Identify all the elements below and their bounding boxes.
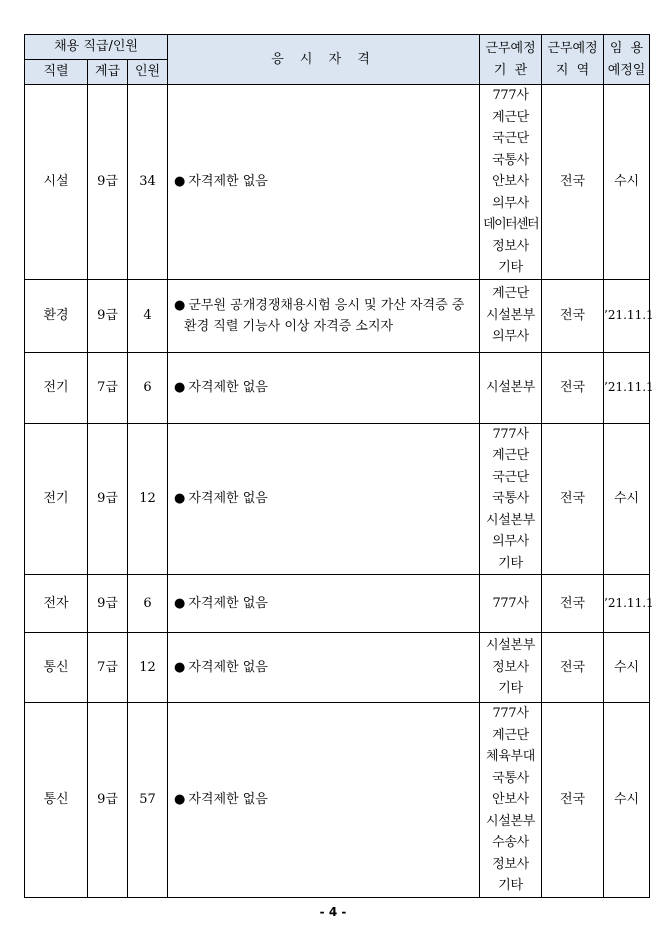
cell-count: 57	[128, 703, 168, 898]
header-org-line1: 근무예정	[485, 41, 536, 56]
table-row	[25, 423, 650, 575]
cell-date: ’21.11.1	[604, 352, 650, 423]
org-line: 기타	[498, 555, 523, 571]
qualification-text: 자격제한 없음	[188, 491, 268, 507]
org-line: 안보사	[492, 792, 529, 807]
cell-orgs	[480, 575, 542, 633]
cell-count: 4	[128, 279, 168, 352]
cell-count: 6	[128, 575, 168, 633]
cell-orgs	[480, 85, 542, 280]
cell-orgs	[480, 633, 542, 703]
page-number: - 4 -	[319, 905, 347, 919]
org-line: 국근단	[492, 469, 529, 485]
qualification-text: 자격제한 없음	[188, 174, 268, 190]
org-line: 777사	[492, 426, 529, 442]
header-region-line1: 근무예정	[547, 41, 598, 56]
header-date-line2: 예정일	[607, 62, 646, 78]
cell-qualification	[168, 352, 480, 423]
org-line: 의무사	[492, 329, 529, 345]
cell-field: 환경	[25, 279, 88, 352]
bullet-icon: ●	[174, 792, 186, 808]
org-line: 기타	[498, 878, 523, 893]
org-line: 의무사	[492, 195, 529, 211]
cell-grade: 7급	[88, 633, 128, 703]
org-line: 계근단	[492, 448, 529, 463]
cell-date: 수시	[604, 85, 650, 280]
bullet-icon: ●	[174, 380, 186, 395]
table-row	[25, 575, 650, 633]
org-line: 정보사	[492, 856, 529, 872]
org-line: 시설본부	[486, 638, 536, 654]
bullet-icon: ●	[174, 596, 186, 611]
cell-orgs	[480, 279, 542, 352]
cell-region: 전국	[542, 575, 604, 633]
cell-field: 전자	[25, 575, 88, 633]
cell-count: 34	[128, 85, 168, 280]
header-region-line2: 지 역	[555, 62, 590, 78]
cell-region: 전국	[542, 279, 604, 352]
bullet-icon: ●	[174, 491, 186, 507]
table-row	[25, 633, 650, 703]
org-line: 계근단	[492, 727, 529, 743]
cell-region: 전국	[542, 633, 604, 703]
org-line: 계근단	[492, 286, 529, 302]
qualification-text: 자격제한 없음	[188, 380, 268, 395]
cell-grade: 9급	[88, 85, 128, 280]
header-count: 인원	[128, 60, 168, 85]
org-line: 계근단	[492, 109, 529, 125]
cell-grade: 9급	[88, 575, 128, 633]
cell-region: 전국	[542, 423, 604, 575]
org-line: 안보사	[492, 174, 529, 189]
org-line: 시설본부	[486, 813, 536, 829]
header-grade: 계급	[88, 60, 128, 85]
org-line: 국통사	[492, 152, 529, 168]
recruitment-table	[24, 34, 654, 898]
cell-qualification	[168, 85, 480, 280]
qualification-text: 자격제한 없음	[188, 792, 268, 808]
header-org	[480, 35, 542, 85]
table-row	[25, 279, 650, 352]
table-row	[25, 352, 650, 423]
bullet-icon: ●	[174, 660, 186, 675]
org-line: 정보사	[492, 238, 529, 254]
cell-date: 수시	[604, 703, 650, 898]
cell-qualification	[168, 279, 480, 352]
header-field: 직렬	[25, 60, 88, 85]
org-line: 777사	[492, 88, 529, 103]
table-row	[25, 703, 650, 898]
header-date-line1: 임 용	[609, 41, 644, 56]
cell-date: ’21.11.1	[604, 279, 650, 352]
cell-field: 전기	[25, 423, 88, 575]
org-line: 기타	[498, 681, 523, 697]
org-line: 시설본부	[486, 512, 536, 528]
cell-orgs	[480, 703, 542, 898]
cell-field: 통신	[25, 633, 88, 703]
cell-grade: 9급	[88, 423, 128, 575]
bullet-icon: ●	[174, 297, 186, 313]
cell-date: ’21.11.1	[604, 575, 650, 633]
cell-orgs	[480, 423, 542, 575]
cell-qualification	[168, 423, 480, 575]
header-group-title: 채용 직급/인원	[25, 35, 168, 60]
org-line: 777사	[492, 706, 529, 721]
cell-count: 12	[128, 423, 168, 575]
cell-date: 수시	[604, 633, 650, 703]
header-date	[604, 35, 650, 85]
qualification-text: 자격제한 없음	[188, 660, 268, 675]
org-line: 국통사	[492, 491, 529, 506]
cell-grade: 7급	[88, 352, 128, 423]
org-line: 국근단	[492, 131, 529, 146]
header-org-line2: 기 관	[493, 62, 528, 78]
cell-grade: 9급	[88, 279, 128, 352]
org-line: 시설본부	[486, 379, 536, 395]
cell-qualification	[168, 575, 480, 633]
cell-count: 6	[128, 352, 168, 423]
table-row	[25, 85, 650, 280]
org-line: 체육부대	[486, 749, 536, 764]
cell-grade: 9급	[88, 703, 128, 898]
cell-qualification	[168, 633, 480, 703]
cell-qualification	[168, 703, 480, 898]
org-line: 시설본부	[486, 307, 536, 323]
cell-region: 전국	[542, 352, 604, 423]
header-qualification: 응 시 자 격	[168, 35, 480, 85]
org-line: 정보사	[492, 659, 529, 675]
org-line: 국통사	[492, 770, 529, 786]
qualification-text: 군무원 공개경쟁채용시험 응시 및 가산 자격증 중 환경 직렬 기능사 이상 자격증 소지자	[184, 297, 465, 334]
org-line: 데이터센터	[483, 217, 538, 232]
cell-region: 전국	[542, 703, 604, 898]
cell-region: 전국	[542, 85, 604, 280]
cell-orgs	[480, 352, 542, 423]
cell-count: 12	[128, 633, 168, 703]
qualification-text: 자격제한 없음	[188, 596, 268, 611]
org-line: 수송사	[492, 835, 529, 850]
header-region	[542, 35, 604, 85]
org-line: 기타	[498, 260, 523, 275]
bullet-icon: ●	[174, 174, 186, 190]
org-line: 의무사	[492, 534, 529, 549]
cell-field: 통신	[25, 703, 88, 898]
cell-date: 수시	[604, 423, 650, 575]
cell-field: 시설	[25, 85, 88, 280]
cell-field: 전기	[25, 352, 88, 423]
org-line: 777사	[492, 595, 529, 611]
header-row-1	[25, 35, 650, 60]
